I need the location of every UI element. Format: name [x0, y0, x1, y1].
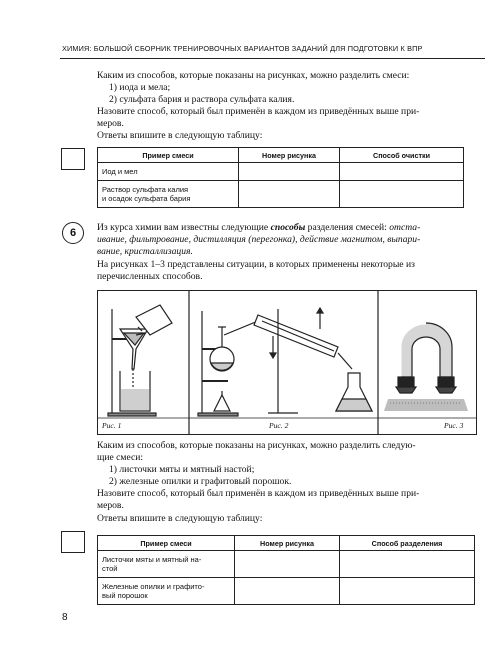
task6-figs-line1: На рисунках 1–3 представлены ситуации, в которых применены некоторые из [97, 259, 415, 270]
task6-intro-line3: вание, кристаллизация. [97, 246, 193, 257]
task6-item-1: 1) листочки мяты и мятный настой; [109, 464, 255, 475]
intro-emphasis: способы [270, 222, 306, 233]
task6-intro-line1 [97, 222, 420, 234]
task6-answer-table [97, 535, 475, 605]
task6-item-2: 2) железные опилки и графитовый порошок. [109, 476, 292, 487]
method-cell[interactable] [340, 163, 464, 181]
figure-caption-1: Рис. 1 [102, 421, 122, 430]
mixture-cell [98, 551, 235, 578]
running-header: ХИМИЯ: БОЛЬШОЙ СБОРНИК ТРЕНИРОВОЧНЫХ ВАРИАНТОВ ЗАДАНИЙ ДЛЯ ПОДГОТОВКИ К ВПР [62, 44, 423, 53]
column-header: Способ очистки [340, 148, 464, 163]
mixture-line: Листочки мяты и мятный на- [102, 554, 202, 564]
mixture-line: стой [102, 564, 118, 573]
figure-caption-3: Рис. 3 [444, 421, 464, 430]
task6-score-box [61, 531, 85, 553]
task6-prompt-line2: меров. [97, 500, 124, 511]
table-header-row [98, 536, 475, 551]
page-number: 8 [62, 612, 68, 623]
task5-answer-table [97, 147, 464, 208]
task5-item-1: 1) иода и мела; [109, 82, 171, 93]
distillation-apparatus-icon [198, 308, 372, 416]
figure-number-cell[interactable] [239, 163, 340, 181]
task5-prompt-line2: меров. [97, 118, 124, 129]
table-row [98, 181, 464, 208]
mixture-line: вый порошок [102, 591, 148, 600]
table-row [98, 551, 475, 578]
task6-instruction: Ответы впишите в следующую таблицу: [97, 513, 263, 524]
mixture-line: Раствор сульфата калия [102, 184, 189, 194]
column-header: Пример смеси [98, 536, 235, 551]
filtration-apparatus-icon [108, 305, 172, 416]
column-header: Способ разделения [340, 536, 475, 551]
magnet-separation-icon [384, 323, 468, 411]
intro-text: разделения смесей: [305, 222, 390, 233]
task5-instruction: Ответы впишите в следующую таблицу: [97, 130, 263, 141]
task6-figs-line2: перечисленных способов. [97, 271, 203, 282]
figures-illustration [98, 291, 476, 434]
mixture-cell: Иод и мел [98, 163, 239, 181]
method-cell[interactable] [340, 578, 475, 605]
figure-number-cell[interactable] [235, 578, 340, 605]
column-header: Номер рисунка [235, 536, 340, 551]
task5-question: Каким из способов, которые показаны на рисунках, можно разделить смеси: [97, 70, 410, 81]
table-row [98, 578, 475, 605]
task5-prompt-line1: Назовите способ, который был применён в каждом из приведённых выше при- [97, 106, 420, 117]
column-header: Пример смеси [98, 148, 239, 163]
task5-item-2: 2) сульфата бария и раствора сульфата калия. [109, 94, 295, 105]
mixture-line: Железные опилки и графито- [102, 581, 205, 591]
task6-question-line1: Каким из способов, которые показаны на рисунках, можно разделить следую- [97, 440, 416, 451]
figure-panel [97, 290, 477, 435]
intro-italic: отста- [389, 222, 421, 233]
table-row [98, 163, 464, 181]
mixture-line: и осадок сульфата бария [102, 194, 191, 203]
mixture-cell [98, 578, 235, 605]
task6-prompt-line1: Назовите способ, который был применён в каждом из приведённых выше при- [97, 488, 420, 499]
mixture-cell [98, 181, 239, 208]
figure-number-cell[interactable] [239, 181, 340, 208]
column-header: Номер рисунка [239, 148, 340, 163]
method-cell[interactable] [340, 551, 475, 578]
figure-number-cell[interactable] [235, 551, 340, 578]
task6-question-line2: щие смеси: [97, 452, 144, 463]
task6-intro-line2: ивание, фильтрование, дистилляция (перегонка), действие магнитом, выпари- [97, 234, 421, 245]
figure-caption-2: Рис. 2 [269, 421, 289, 430]
table-header-row [98, 148, 464, 163]
task5-score-box [61, 148, 85, 170]
header-rule [60, 58, 485, 59]
method-cell[interactable] [340, 181, 464, 208]
task-number-badge: 6 [62, 222, 84, 244]
intro-text: Из курса химии вам известны следующие [97, 222, 271, 233]
